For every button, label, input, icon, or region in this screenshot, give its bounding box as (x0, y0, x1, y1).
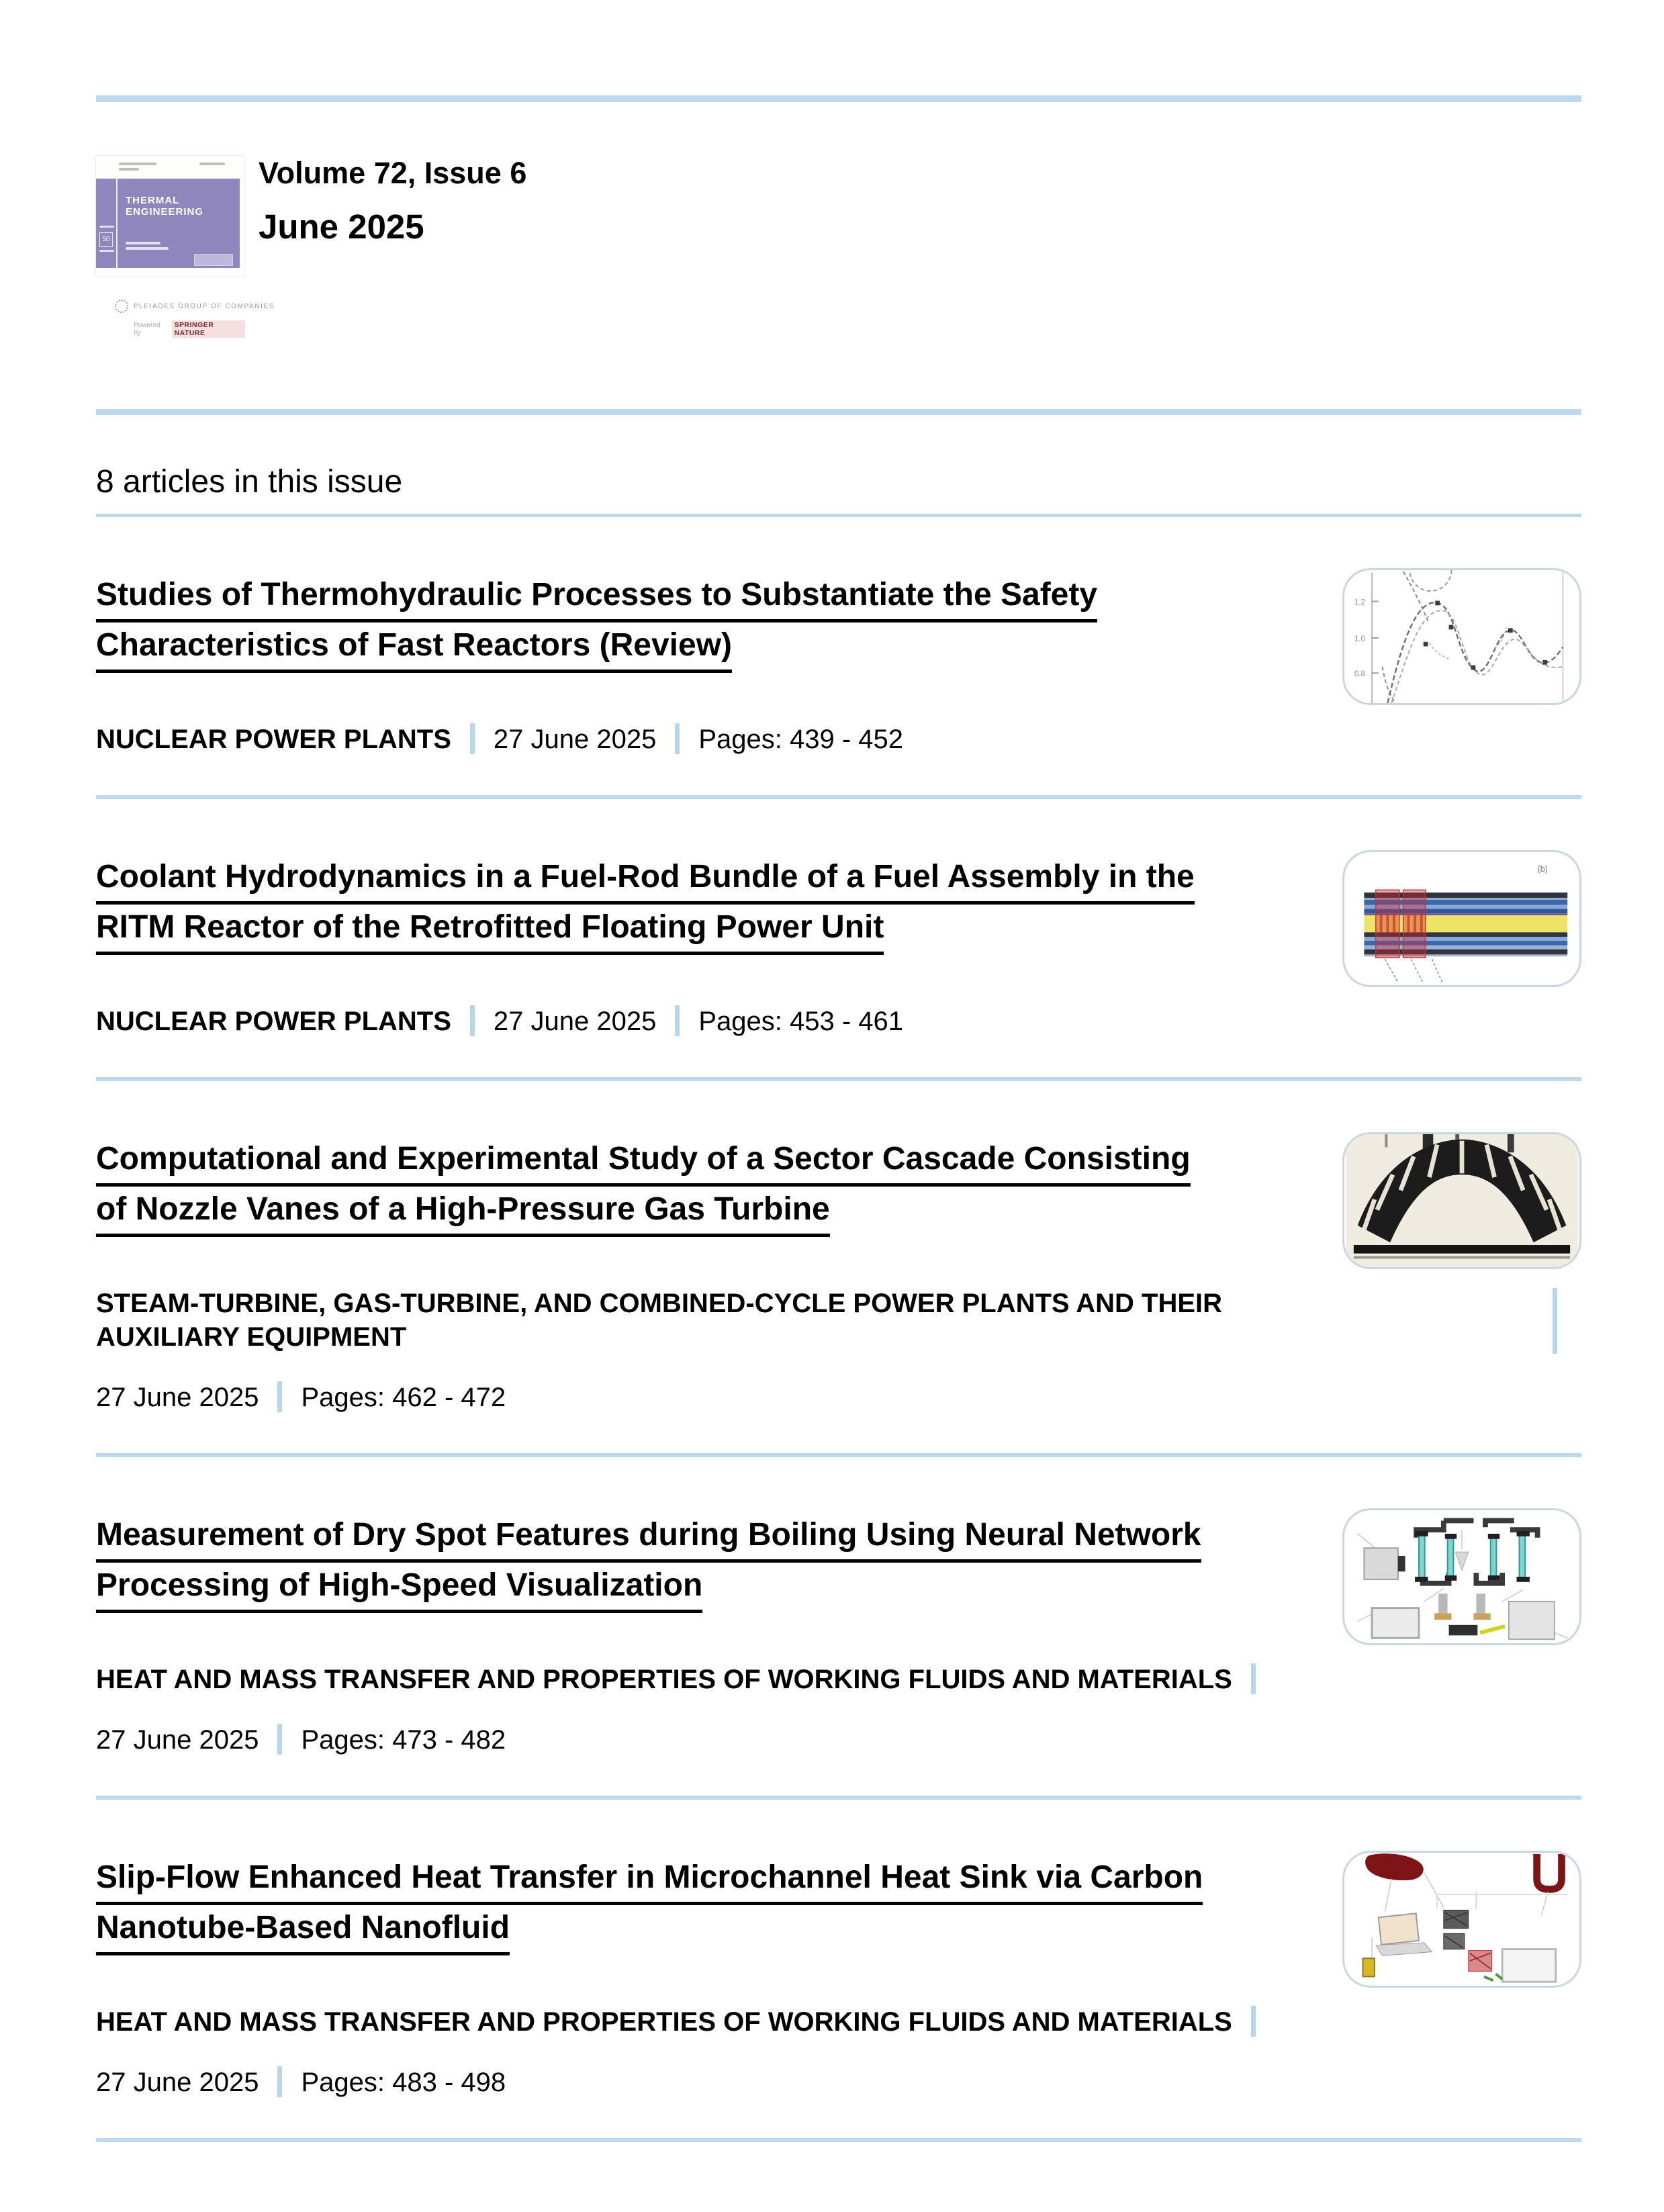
fuel-rod-bundle-figure (1344, 852, 1579, 985)
article-category: HEAT AND MASS TRANSFER AND PROPERTIES OF WORKING FLUIDS AND MATERIALS (96, 2007, 1232, 2037)
article-item (96, 1800, 1581, 2142)
journal-cover-image[interactable] (96, 156, 244, 277)
meta-separator (277, 1381, 282, 1412)
article-date: 27 June 2025 (96, 1383, 259, 1412)
powered-by-lockup (96, 320, 245, 338)
meta-separator (277, 2066, 282, 2097)
microchannel-schematic-figure (1344, 1853, 1579, 1986)
article-list (96, 517, 1581, 2142)
article-title-link[interactable]: Measurement of Dry Spot Features during Boiling Using Neural Network Processing of High-Speed Visualization (96, 1516, 1581, 1613)
article-title-link[interactable]: Computational and Experimental Study of a Sector Cascade Consisting of Nozzle Vanes of a High-Pressure Gas Turbine (96, 1140, 1581, 1237)
article-date-group (494, 725, 903, 754)
meta-separator (1251, 1663, 1256, 1694)
article-thumbnail[interactable] (1342, 850, 1581, 987)
turbine-cascade-photo-figure (1344, 1134, 1579, 1267)
cover-masthead (96, 156, 244, 179)
article-meta (96, 1663, 1581, 1757)
article-date-group (494, 1007, 903, 1036)
meta-separator (470, 723, 475, 754)
article-thumbnail[interactable] (1342, 568, 1581, 705)
svg-text:1.2: 1.2 (1354, 598, 1366, 607)
journal-cover-column (96, 156, 275, 338)
top-divider (96, 95, 1581, 102)
article-thumbnail[interactable] (1342, 1508, 1581, 1645)
boiling-rig-schematic-figure (1344, 1510, 1579, 1643)
powered-by-label: Powered by (134, 322, 160, 336)
article-category: NUCLEAR POWER PLANTS (96, 1007, 451, 1036)
article-item (96, 799, 1581, 1081)
issue-header (96, 156, 1581, 338)
header-divider (96, 409, 1581, 415)
article-date: 27 June 2025 (493, 725, 657, 754)
article-date: 27 June 2025 (96, 1725, 259, 1755)
article-date: 27 June 2025 (493, 1007, 657, 1036)
article-item (96, 517, 1581, 799)
article-date: 27 June 2025 (96, 2068, 259, 2097)
article-category: HEAT AND MASS TRANSFER AND PROPERTIES OF WORKING FLUIDS AND MATERIALS (96, 1665, 1232, 1694)
issue-date-label: June 2025 (259, 207, 424, 246)
article-pages: Pages: 439 - 452 (698, 725, 904, 754)
cover-anniversary-badge: 50 (99, 232, 113, 247)
pleiades-logo-icon (115, 299, 128, 313)
svg-text:(b): (b) (1537, 864, 1549, 874)
article-title-link[interactable]: Studies of Thermohydraulic Processes to Substantiate the Safety Characteristics of Fast Reactors (Review) (96, 576, 1581, 673)
issue-heading (259, 156, 526, 338)
oscillation-line-chart-figure (1344, 570, 1579, 703)
meta-separator (470, 1005, 475, 1036)
article-thumbnail[interactable] (1342, 1851, 1581, 1988)
svg-text:1.0: 1.0 (1354, 634, 1366, 643)
volume-issue-label: Volume 72, Issue 6 (259, 156, 527, 190)
meta-separator (675, 723, 680, 754)
article-item (96, 1081, 1581, 1457)
article-title-link[interactable]: Coolant Hydrodynamics in a Fuel-Rod Bundle of a Fuel Assembly in the RITM Reactor of the Retrofitted Floating Power Unit (96, 858, 1581, 955)
cover-art (96, 179, 240, 268)
meta-separator (277, 1724, 282, 1755)
journal-title-on-cover: THERMAL ENGINEERING (126, 195, 204, 218)
meta-separator (1553, 1288, 1557, 1354)
article-pages: Pages: 483 - 498 (301, 2068, 506, 2097)
article-thumbnail[interactable] (1342, 1132, 1581, 1269)
article-meta (96, 1005, 1581, 1038)
article-date-group (96, 2066, 1581, 2099)
article-meta (96, 2005, 1581, 2099)
article-category: STEAM-TURBINE, GAS-TURBINE, AND COMBINED-CYCLE POWER PLANTS AND THEIR AUXILIARY EQUIPMENT (96, 1289, 1223, 1352)
svg-text:0.8: 0.8 (1354, 670, 1366, 679)
springer-nature-logo: SPRINGER NATURE (172, 320, 245, 338)
article-date-group (96, 1381, 1581, 1414)
article-item (96, 1457, 1581, 1800)
article-title-link[interactable]: Slip-Flow Enhanced Heat Transfer in Microchannel Heat Sink via Carbon Nanotube-Based Nanofluid (96, 1859, 1581, 1955)
meta-separator (675, 1005, 680, 1036)
article-meta (96, 1287, 1581, 1414)
publisher-lockup (96, 299, 275, 313)
article-category: NUCLEAR POWER PLANTS (96, 725, 451, 754)
article-pages: Pages: 473 - 482 (301, 1725, 506, 1755)
article-date-group (96, 1723, 1581, 1757)
article-meta (96, 723, 1581, 756)
article-pages: Pages: 462 - 472 (301, 1383, 506, 1412)
article-count-label: 8 articles in this issue (96, 464, 403, 500)
meta-separator (1251, 2006, 1256, 2037)
publisher-group-label: PLEIADES GROUP OF COMPANIES (134, 302, 275, 310)
article-pages: Pages: 453 - 461 (698, 1007, 904, 1036)
cover-button-strip (194, 254, 233, 266)
